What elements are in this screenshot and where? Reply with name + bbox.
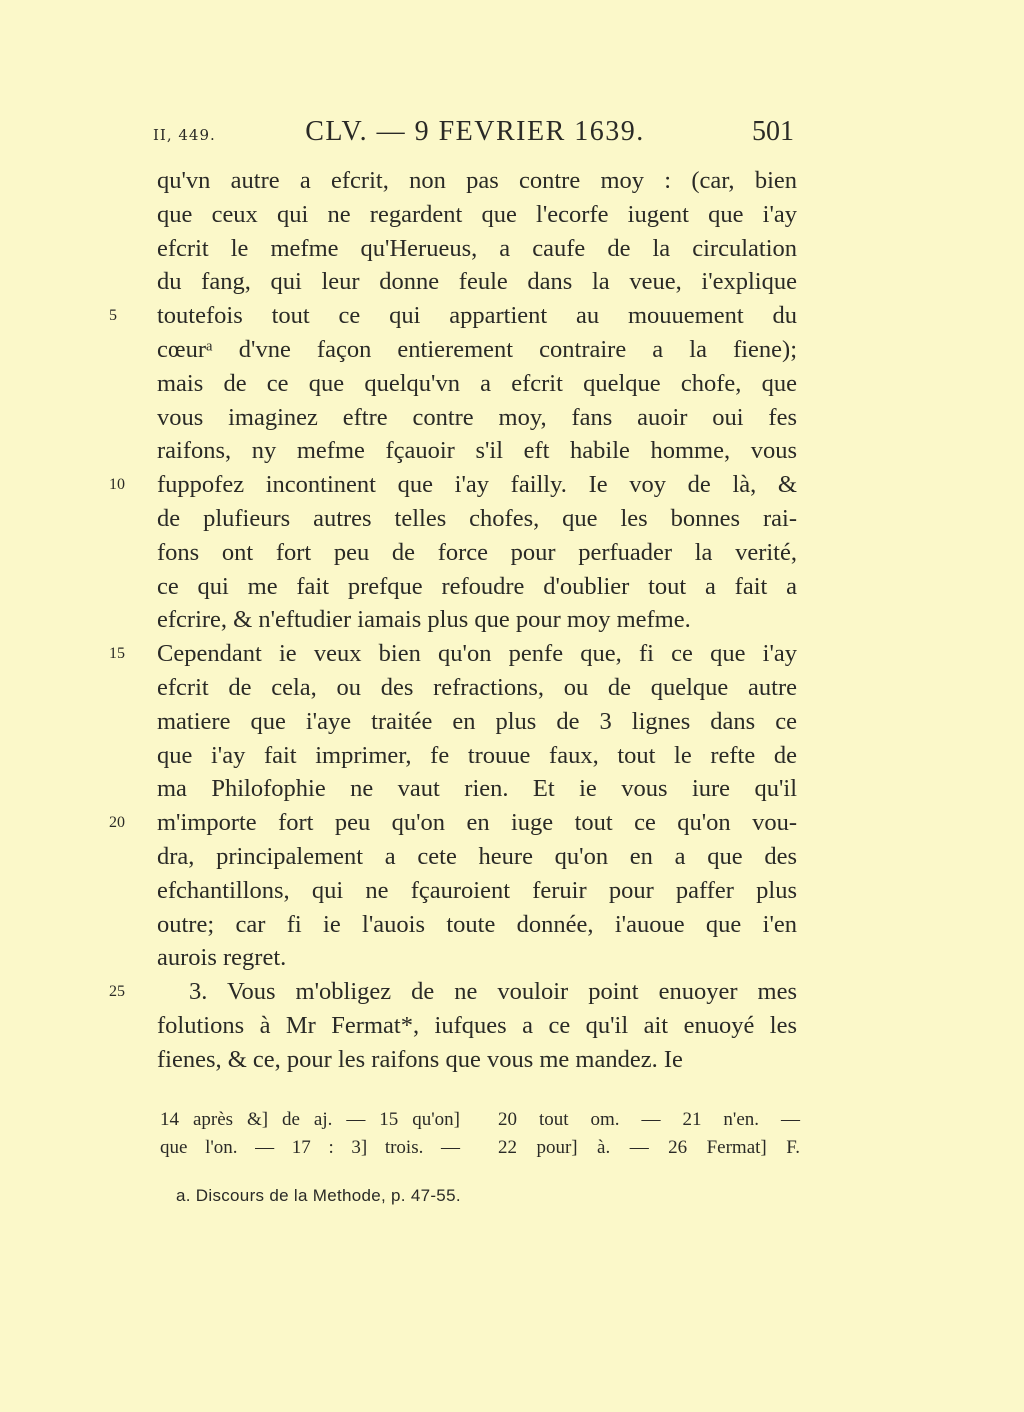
- text-line: raifons, ny mefme fçauoir s'il eft habile homme, vous: [157, 437, 797, 465]
- text-line: mais de ce que quelqu'vn a efcrit quelque chofe, que: [157, 369, 797, 397]
- variants-left-column: [160, 1106, 460, 1162]
- text-line: efcrire, & n'eftudier iamais plus que pour moy mefme.: [157, 606, 691, 634]
- page-header: [150, 116, 800, 156]
- text-line: vous imaginez eftre contre moy, fans auoir oui fes: [157, 403, 797, 431]
- text-line: qu'vn autre a efcrit, non pas contre moy : (car, bien: [157, 167, 797, 194]
- line-number: 5: [109, 307, 117, 325]
- variant-line: 20 tout om. — 21 n'en. —: [498, 1109, 800, 1130]
- text-line: ma Philofophie ne vaut rien. Et ie vous iure qu'il: [157, 775, 797, 803]
- text-line: efcrit le mefme qu'Herueus, a caufe de la circulation: [157, 234, 797, 262]
- variants-right-column: [498, 1106, 800, 1162]
- text-line: fienes, & ce, pour les raifons que vous me mandez. Ie: [157, 1045, 683, 1073]
- text-line: matiere que i'aye traitée en plus de 3 lignes dans ce: [157, 707, 797, 735]
- line-number: 15: [109, 645, 125, 663]
- edition-reference: II, 449.: [153, 126, 216, 144]
- footnote: a. Discours de la Methode, p. 47-55.: [176, 1186, 461, 1205]
- text-line: ce qui me fait prefque refoudre d'oublier tout a fait a: [157, 572, 797, 600]
- text-line: aurois regret.: [157, 944, 287, 972]
- text-line: du fang, qui leur donne feule dans la veue, i'explique: [157, 268, 797, 296]
- variant-line: 22 pour] à. — 26 Fermat] F.: [498, 1137, 800, 1158]
- text-line: Cependant ie veux bien qu'on penfe que, fi ce que i'ay 15: [157, 637, 797, 671]
- text-line: que ceux qui ne regardent que l'ecorfe iugent que i'ay: [157, 200, 797, 228]
- text-line: efchantillons, qui ne fçauroient feruir pour paffer plus: [157, 876, 797, 904]
- text-line: 3. Vous m'obligez de ne vouloir point enuoyer mes 25: [157, 975, 797, 1009]
- text-line: m'importe fort peu qu'on en iuge tout ce qu'on vou- 20: [157, 806, 797, 840]
- text-line: fons ont fort peu de force pour perfuader la verité,: [157, 538, 797, 566]
- text-line: efcrit de cela, ou des refractions, ou de quelque autre: [157, 673, 797, 701]
- text-line: cœurᵃ d'vne façon entierement contraire a la fiene);: [157, 335, 797, 363]
- variant-line: que l'on. — 17 : 3] trois. —: [160, 1137, 460, 1158]
- text-line: dra, principalement a cete heure qu'on en a que des: [157, 842, 797, 870]
- text-line: de plufieurs autres telles chofes, que les bonnes rai-: [157, 504, 797, 532]
- line-number: 25: [109, 983, 125, 1001]
- variant-line: 14 après &] de aj. — 15 qu'on]: [160, 1109, 460, 1130]
- running-title: CLV. — 9 FEVRIER 1639.: [305, 116, 645, 147]
- text-line: que i'ay fait imprimer, fe trouue faux, tout le refte de: [157, 741, 797, 769]
- text-line: toutefois tout ce qui appartient au mouuement du 5: [157, 299, 797, 333]
- line-number: 20: [109, 814, 125, 832]
- text-line: fuppofez incontinent que i'ay failly. Ie voy de là, & 10: [157, 468, 797, 502]
- text-line: outre; car fi ie l'auois toute donnée, i'auoue que i'en: [157, 910, 797, 938]
- text-line: folutions à Mr Fermat*, iufques a ce qu'il ait enuoyé les: [157, 1011, 797, 1039]
- page-number: 501: [752, 116, 794, 147]
- letter-text: [109, 164, 797, 1077]
- line-number: 10: [109, 476, 125, 494]
